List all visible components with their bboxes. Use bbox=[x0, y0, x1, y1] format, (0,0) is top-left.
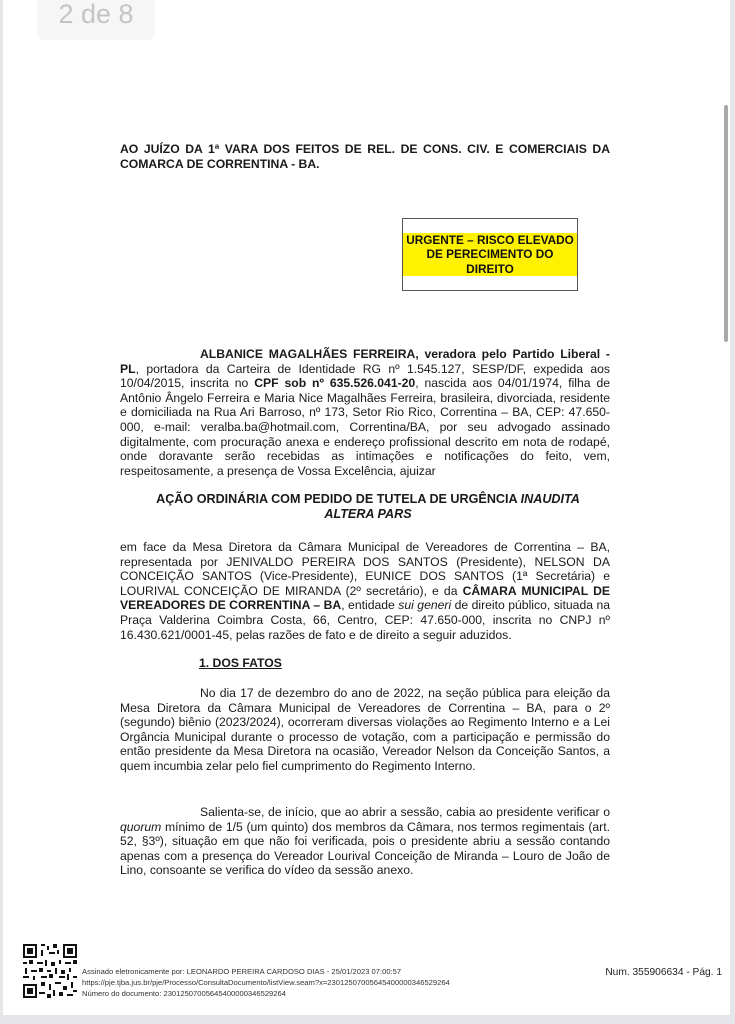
qr-code-icon bbox=[23, 944, 77, 998]
action-title-main: AÇÃO ORDINÁRIA COM PEDIDO DE TUTELA DE URGÊNCIA bbox=[156, 492, 521, 506]
section-title: 1. DOS FATOS bbox=[199, 656, 282, 670]
signed-by-text: Assinado eletronicamente por: LEONARDO PEREIRA CARDOSO DIAS - 25/01/2023 07:00:57 bbox=[82, 967, 402, 976]
party-text-b: , nascida aos 04/01/1974, filha de Antônio Ângelo Ferreira e Maria Nice Magalhães Ferreira, brasileira, divorciada, residente e domiciliada na Rua Ari Barroso, nº 173, Setor Rio Rico, Correntina – BA, CEP: 47.650-000, e-mail: veralba.ba@hotmail.com, Correntina/BA, por seu advogado assinado digitalmente, com procuração anexa e endereço profissional descrito em nota de rodapé, onde doravante serão recebidas as intimações e notificações do feito, vem, respeitosamente, a presença de Vossa Excelência, ajuizar bbox=[120, 376, 610, 478]
document-page bbox=[3, 0, 730, 1015]
page-number: Num. 355906634 - Pág. 1 bbox=[605, 967, 722, 978]
document-number-text: Número do documento: 23012507005645400000346529264 bbox=[82, 989, 286, 998]
against-italic: sui generi bbox=[398, 598, 452, 613]
party-role: , veradora pelo Partido Liberal - PL bbox=[120, 347, 610, 376]
action-title bbox=[153, 492, 583, 521]
facts-paragraph-1: No dia 17 de dezembro do ano de 2022, na seção pública para eleição da Mesa Diretora da Câmara Municipal de Vereadores de Correntina – BA, para o 2º (segundo) biênio (2023/2024), ocorreram diversas violações ao Regimento Interno e a Lei Orgância Municipal durante o processo de votação, com a participação e permissão do então presidente da Mesa Diretora na ocasião, Vereador Nelson da Conceição Santos, a quem incumbia zelar pelo fiel cumprimento do Regimento Interno. bbox=[120, 686, 610, 773]
party-cpf: CPF sob nº 635.526.041-20 bbox=[254, 376, 416, 391]
against-bold: CÂMARA MUNICIPAL DE VEREADORES DE CORRENTINA – BA bbox=[120, 583, 610, 613]
action-title-italic: INAUDITA ALTERA PARS bbox=[324, 492, 580, 521]
against-text-c: de direito público, situada na Praça Valderina Coimbra Costa, 66, Centro, CEP: 47.650-000, inscrita no CNPJ nº 16.430.621/0001-45, pelas razões de fato e de direito a seguir aduzidos. bbox=[120, 598, 611, 642]
scrollbar-thumb[interactable] bbox=[724, 105, 728, 342]
scrollbar[interactable] bbox=[722, 0, 730, 1015]
facts2-text-b: mínimo de 1/5 (um quinto) dos membros da Câmara, nos termos regimentais (art. 52, §3º), situação em que não foi verificada, pois o presidente abriu a sessão contando apenas com a presença do Vereador Lourival Conceição de Miranda – Louro de João de Lino, consoante se verifica do vídeo da sessão anexo. bbox=[120, 819, 610, 878]
party-name: ALBANICE MAGALHÃES FERREIRA bbox=[200, 347, 416, 361]
against-text-b: , entidade bbox=[341, 598, 399, 613]
against-text-a: em face da Mesa Diretora da Câmara Municipal de Vereadores de Correntina – BA, representada por JENIVALDO PEREIRA DOS SANTOS (Presidente), NELSON DA CONCEIÇÃO SANTOS (Vice-Presidente), EUNICE DOS SANTOS (1ª Secretária) e LOURIVAL CONCEIÇÃO DE MIRANDA (2º secretário), e da bbox=[120, 540, 610, 598]
urgent-notice-box bbox=[402, 218, 578, 291]
urgent-notice-text: URGENTE – RISCO ELEVADO DE PERECIMENTO DO DIREITO bbox=[403, 233, 577, 277]
party-paragraph bbox=[120, 347, 610, 478]
document-heading: AO JUÍZO DA 1ª VARA DOS FEITOS DE REL. DE CONS. CIV. E COMERCIAIS DA COMARCA DE CORRENTINA - BA. bbox=[120, 142, 610, 171]
page-indicator: 2 de 8 bbox=[37, 0, 155, 40]
facts2-text-a: Salienta-se, de início, que ao abrir a sessão, cabia ao presidente verificar o bbox=[200, 805, 610, 819]
facts-paragraph-2 bbox=[120, 805, 610, 878]
party-text-a: , portadora da Carteira de Identidade RG nº 1.545.127, SESP/DF, expedida aos 10/04/2015, inscrita no bbox=[120, 361, 610, 391]
document-url-link[interactable]: https://pje.tjba.jus.br/pje/Processo/ConsultaDocumento/listView.seam?x=23012507005645400000346529264 bbox=[82, 978, 450, 987]
against-paragraph bbox=[120, 540, 610, 642]
signature-footer bbox=[82, 966, 450, 999]
facts2-italic: quorum bbox=[120, 819, 162, 834]
